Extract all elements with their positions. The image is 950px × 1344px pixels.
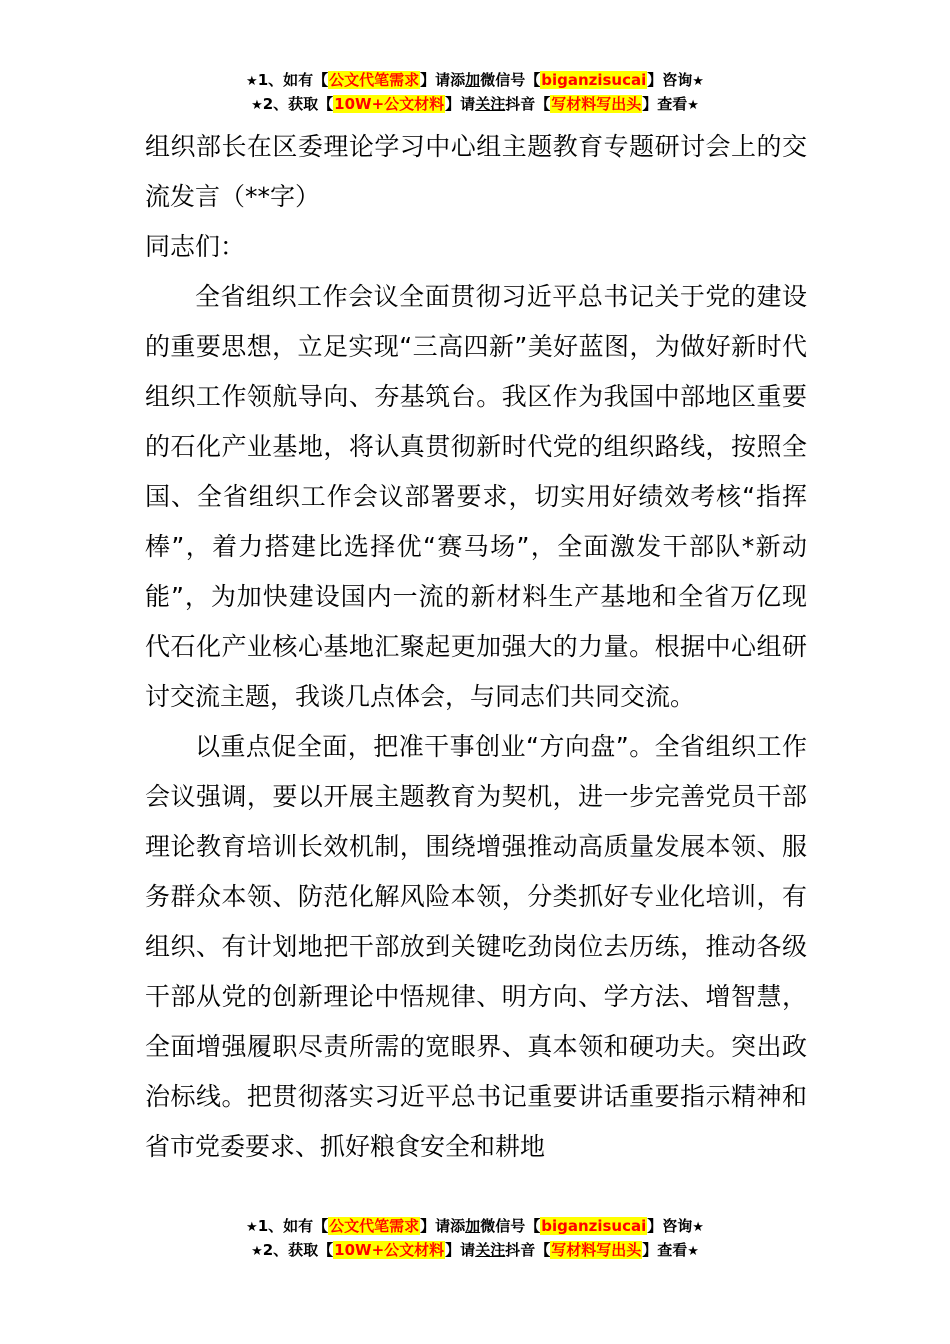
highlight-douyin-account: 写材料写出头 — [551, 95, 642, 113]
star-icon: ★ — [251, 1244, 263, 1259]
banner-text: 1、如有【 — [257, 1217, 329, 1235]
star-icon: ★ — [251, 98, 263, 113]
document-body — [145, 122, 807, 1172]
banner-text: 】咨询 — [647, 71, 693, 89]
banner-text: 】咨询 — [647, 1217, 693, 1235]
banner-text: 】查看 — [642, 1241, 688, 1259]
banner-text-underlined: 加 — [465, 1217, 481, 1235]
star-icon: ★ — [692, 1220, 704, 1235]
banner-text: 2、获取【 — [262, 95, 334, 113]
banner-text: 2、获取【 — [262, 1241, 334, 1259]
banner-line-2 — [0, 92, 950, 116]
star-icon: ★ — [246, 74, 258, 89]
banner-text: 】请添 — [420, 71, 466, 89]
paragraph: 以重点促全面，把准干事创业“方向盘”。全省组织工作会议强调，要以开展主题教育为契机，进一步完善党员干部理论教育培训长效机制，围绕增强推动高质量发展本领、服务群众本领、防范化解风险本领，分类抓好专业化培训，有组织、有计划地把干部放到关键吃劲岗位去历练，推动各级干部从党的创新理论中悟规律、明方向、学方法、增智慧，全面增强履职尽责所需的宽眼界、真本领和硬功夫。突出政治标线。把贯彻落实习近平总书记重要讲话重要指示精神和省市党委要求、抓好粮食安全和耕地 — [145, 732, 807, 1161]
star-icon: ★ — [246, 1220, 258, 1235]
banner-text-underlined: 关注 — [475, 95, 506, 113]
highlight-materials: 10W+公文材料 — [334, 1241, 445, 1259]
banner-line-1 — [0, 68, 950, 92]
header-banner — [0, 68, 950, 116]
footer-banner — [0, 1214, 950, 1262]
banner-text: 】请添 — [420, 1217, 466, 1235]
highlight-service: 公文代笔需求 — [329, 1217, 420, 1235]
highlight-wechat-id: biganzisucai — [541, 71, 647, 89]
banner-text-underlined: 关注 — [475, 1241, 506, 1259]
paragraph: 全省组织工作会议全面贯彻习近平总书记关于党的建设的重要思想，立足实现“三高四新”美好蓝图，为做好新时代组织工作领航导向、夯基筑台。我区作为我国中部地区重要的石化产业基地，将认真贯彻新时代党的组织路线，按照全国、全省组织工作会议部署要求，切实用好绩效考核“指挥棒”，着力搭建比选择优“赛马场”，全面激发干部队*新动能”，为加快建设国内一流的新材料生产基地和全省万亿现代石化产业核心基地汇聚起更加强大的力量。根据中心组研讨交流主题，我谈几点体会，与同志们共同交流。 — [145, 282, 807, 711]
banner-text: 】查看 — [642, 95, 688, 113]
highlight-service: 公文代笔需求 — [329, 71, 420, 89]
banner-text: 抖音【 — [505, 1241, 551, 1259]
banner-text: 1、如有【 — [257, 71, 329, 89]
banner-text: 抖音【 — [505, 95, 551, 113]
banner-text-underlined: 加 — [465, 71, 481, 89]
banner-text: 】请 — [445, 1241, 476, 1259]
banner-text: 微信号【 — [480, 1217, 541, 1235]
star-icon: ★ — [687, 1244, 699, 1259]
banner-line-1 — [0, 1214, 950, 1238]
banner-text: 微信号【 — [480, 71, 541, 89]
banner-line-2 — [0, 1238, 950, 1262]
star-icon: ★ — [692, 74, 704, 89]
highlight-materials: 10W+公文材料 — [334, 95, 445, 113]
highlight-douyin-account: 写材料写出头 — [551, 1241, 642, 1259]
document-title: 组织部长在区委理论学习中心组主题教育专题研讨会上的交流发言（**字） — [145, 132, 807, 211]
star-icon: ★ — [687, 98, 699, 113]
highlight-wechat-id: biganzisucai — [541, 1217, 647, 1235]
banner-text: 】请 — [445, 95, 476, 113]
salutation: 同志们： — [145, 232, 246, 261]
